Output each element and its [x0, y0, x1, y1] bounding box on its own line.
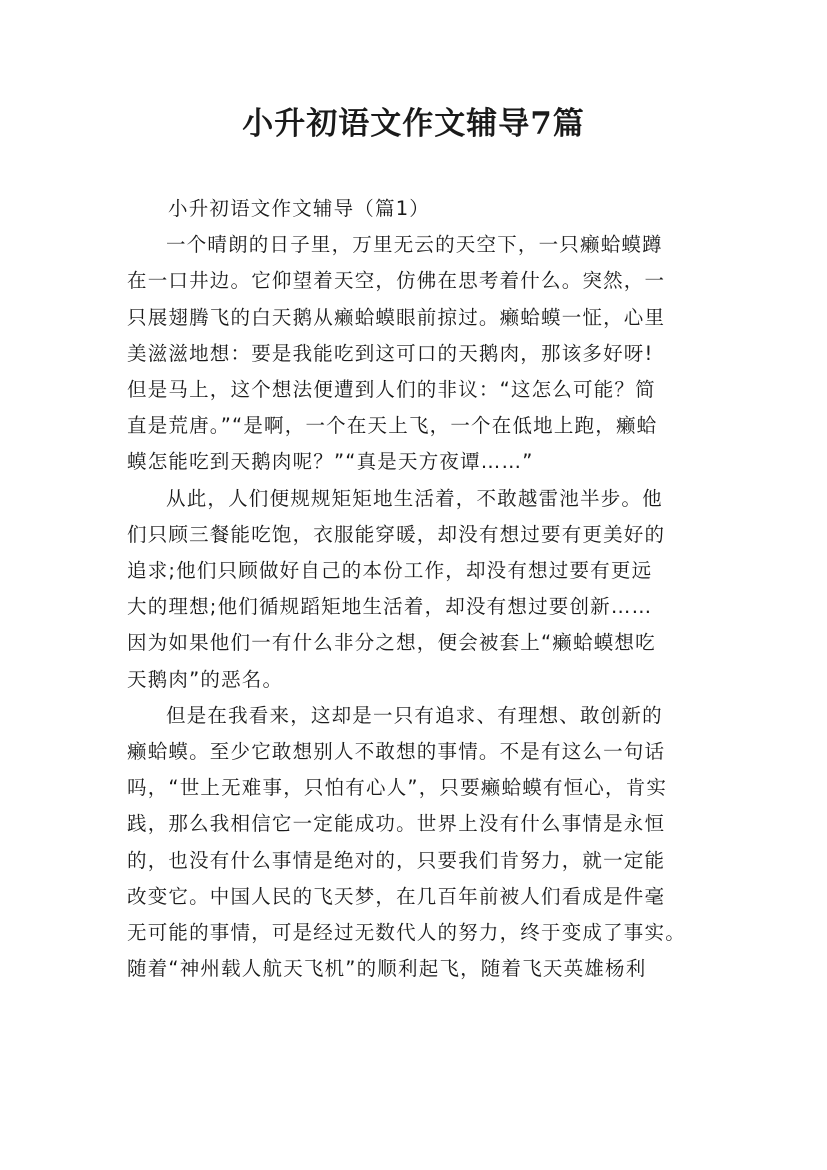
text-line: 只展翅腾飞的白天鹅从癞蛤蟆眼前掠过。癞蛤蟆一怔，心里: [127, 305, 666, 329]
paragraph-list: [127, 227, 712, 987]
text-line: 因为如果他们一有什么非分之想，便会被套上“癞蛤蟆想吃: [127, 631, 656, 655]
text-line: 天鹅肉”的恶名。: [127, 667, 284, 691]
text-line: 吗，“世上无难事，只怕有心人”，只要癞蛤蟆有恒心，肯实: [127, 776, 668, 800]
text-line: 蟆怎能吃到天鹅肉呢？”“真是天方夜谭……”: [127, 450, 534, 474]
text-line: 追求;他们只顾做好自己的本份工作，却没有想过要有更远: [127, 559, 653, 583]
text-line: 但是马上，这个想法便遭到人们的非议：“这怎么可能？简: [127, 378, 656, 402]
text-line: 的，也没有什么事情是绝对的，只要我们肯努力，就一定能: [127, 848, 666, 872]
text-line: 在一口井边。它仰望着天空，仿佛在思考着什么。突然，一: [127, 269, 666, 293]
paragraph: [127, 227, 712, 480]
document-body: [127, 191, 712, 987]
document-title: 小升初语文作文辅导7篇: [242, 106, 585, 142]
section-heading: 小升初语文作文辅导（篇1）: [168, 197, 431, 220]
text-line: 美滋滋地想：要是我能吃到这可口的天鹅肉，那该多好呀!: [127, 341, 654, 365]
text-line: 随着“神州载人航天飞机”的顺利起飞，随着飞天英雄杨利: [127, 957, 647, 981]
text-line: 们只顾三餐能吃饱，衣服能穿暖，却没有想过要有更美好的: [127, 522, 666, 546]
text-line: 改变它。中国人民的飞天梦，在几百年前被人们看成是件毫: [127, 884, 666, 908]
paragraph: [127, 698, 712, 988]
paragraph: [127, 481, 712, 698]
text-line: 大的理想;他们循规蹈矩地生活着，却没有想过要创新……: [127, 595, 653, 619]
text-line: 癞蛤蟆。至少它敢想别人不敢想的事情。不是有这么一句话: [127, 740, 666, 764]
text-line: 但是在我看来，这却是一只有追求、有理想、敢创新的: [166, 703, 663, 727]
text-line: 践，那么我相信它一定能成功。世界上没有什么事情是永恒: [127, 812, 666, 836]
text-line: 从此，人们便规规矩矩地生活着，不敢越雷池半步。他: [166, 486, 663, 510]
text-line: 无可能的事情，可是经过无数代人的努力，终于变成了事实。: [127, 921, 686, 945]
text-line: 直是荒唐。”“是啊，一个在天上飞，一个在低地上跑，癞蛤: [127, 414, 658, 438]
text-line: 一个晴朗的日子里，万里无云的天空下，一只癞蛤蟆蹲: [166, 233, 663, 257]
